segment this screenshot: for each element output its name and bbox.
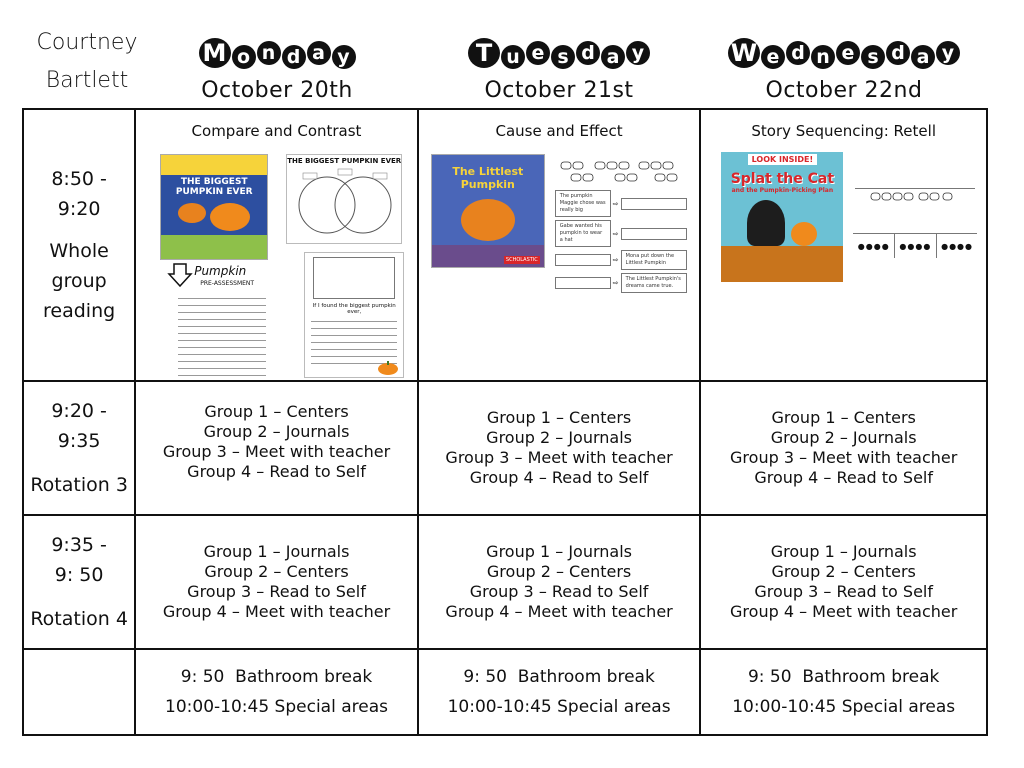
teacher-name xyxy=(22,24,152,100)
day-date: October 21st xyxy=(484,78,634,103)
time-cell-rotation-3 xyxy=(23,381,135,515)
day-name-letter: y xyxy=(626,41,650,65)
lesson-cell-tuesday xyxy=(418,109,701,381)
day-name-letter: e xyxy=(836,41,860,65)
day-name-letter: W xyxy=(728,38,760,68)
day-name-letter: a xyxy=(601,45,625,69)
book-cover-biggest-pumpkin xyxy=(160,154,268,260)
group-assignment: Group 4 – Read to Self xyxy=(187,462,366,481)
rotation-4-wednesday xyxy=(700,515,987,649)
day-name-letter: n xyxy=(257,41,281,65)
day-name-letter: u xyxy=(501,45,525,69)
time-end: 9: 50 xyxy=(54,564,104,586)
day-name-letter: d xyxy=(576,41,600,65)
day-name-letter: e xyxy=(761,45,785,69)
lesson-title: Cause and Effect xyxy=(495,122,623,140)
pre-assessment-sheet xyxy=(166,262,276,380)
day-name-letter: n xyxy=(811,45,835,69)
publisher-label: SCHOLASTIC xyxy=(505,257,538,263)
book-cover-title: The Littlest Pumpkin xyxy=(452,165,524,191)
footer-line: 9: 50 Bathroom break xyxy=(180,667,373,687)
time-start: 9:20 - xyxy=(51,400,107,422)
footer-line: 9: 50 Bathroom break xyxy=(463,667,655,687)
day-header-wednesday xyxy=(700,36,988,103)
group-assignment: Group 3 – Read to Self xyxy=(187,582,366,601)
footer-monday xyxy=(135,649,418,735)
block-label: Rotation 3 xyxy=(30,474,128,496)
book-cover-subtitle: and the Pumpkin-Picking Plan xyxy=(731,187,834,194)
group-assignment: Group 4 – Read to Self xyxy=(754,468,934,487)
teacher-last-name: Bartlett xyxy=(45,68,129,93)
group-assignment: Group 2 – Centers xyxy=(771,562,916,581)
look-inside-badge: LOOK INSIDE! xyxy=(748,154,818,165)
group-assignment: Group 1 – Centers xyxy=(771,408,916,427)
sequencing-worksheet: ●●●● ●●●● ●●●● xyxy=(853,176,977,260)
group-assignment: Group 2 – Journals xyxy=(486,428,632,447)
footer-line: 10:00-10:45 Special areas xyxy=(447,697,671,717)
day-name-letter: a xyxy=(911,45,935,69)
group-assignment: Group 1 – Centers xyxy=(486,408,632,427)
day-name-letter: s xyxy=(551,45,575,69)
group-assignment: Group 3 – Read to Self xyxy=(469,582,649,601)
group-assignment: Group 4 – Meet with teacher xyxy=(445,602,673,621)
group-assignment: Group 1 – Journals xyxy=(486,542,632,561)
group-assignment: Group 4 – Meet with teacher xyxy=(162,602,391,621)
lesson-cell-monday xyxy=(135,109,418,381)
row-footer xyxy=(23,649,987,735)
sheet-line: The pumpkin Maggie chose was really big xyxy=(555,190,611,217)
day-header-tuesday xyxy=(418,36,700,103)
writing-prompt-sheet xyxy=(304,252,404,378)
row-rotation-4 xyxy=(23,515,987,649)
rotation-4-monday xyxy=(135,515,418,649)
group-assignment: Group 4 – Read to Self xyxy=(469,468,649,487)
group-assignment: Group 3 – Meet with teacher xyxy=(730,448,958,467)
teacher-first-name: Courtney xyxy=(36,30,138,55)
lesson-title: Compare and Contrast xyxy=(191,122,362,140)
book-cover-splat-the-cat xyxy=(721,152,843,282)
day-header-monday xyxy=(136,36,418,103)
day-name-letter: e xyxy=(526,41,550,65)
day-name-letter: o xyxy=(232,45,256,69)
day-name-letter: M xyxy=(199,38,231,68)
rotation-3-monday xyxy=(135,381,418,515)
day-date: October 20th xyxy=(201,78,353,103)
day-name-letter: d xyxy=(282,45,306,69)
group-assignment: Group 2 – Journals xyxy=(770,428,917,447)
group-assignment: Group 1 – Centers xyxy=(204,402,349,421)
footer-tuesday xyxy=(418,649,701,735)
group-assignment: Group 2 – Centers xyxy=(486,562,632,581)
day-name-letter: a xyxy=(307,41,331,65)
group-assignment: Group 1 – Journals xyxy=(203,542,350,561)
time-cell-rotation-4 xyxy=(23,515,135,649)
group-assignment: Group 4 – Meet with teacher xyxy=(730,602,958,621)
group-assignment: Group 3 – Read to Self xyxy=(754,582,934,601)
arrow-down-icon xyxy=(168,262,192,288)
time-end: 9:35 xyxy=(57,430,101,452)
block-label: reading xyxy=(43,300,116,322)
worksheet-title: THE BIGGEST PUMPKIN EVER xyxy=(287,157,402,165)
day-name-letter: s xyxy=(861,45,885,69)
block-label: group xyxy=(51,270,107,292)
day-name xyxy=(136,36,418,70)
footer-line: 9: 50 Bathroom break xyxy=(747,667,940,687)
block-label: Whole xyxy=(49,240,109,262)
day-name-letter: d xyxy=(886,41,910,65)
book-cover-title: Splat the Cat xyxy=(730,171,835,187)
lesson-title: Story Sequencing: Retell xyxy=(751,122,936,140)
rotation-3-tuesday xyxy=(418,381,701,515)
group-assignment: Group 2 – Journals xyxy=(203,422,350,441)
pumpkin-row-icon xyxy=(853,189,977,209)
time-start: 9:35 - xyxy=(51,534,107,556)
day-name-letter: y xyxy=(936,41,960,65)
pumpkin-row-icon xyxy=(555,156,689,186)
day-name-letter: d xyxy=(786,41,810,65)
row-rotation-3 xyxy=(23,381,987,515)
block-label: Rotation 4 xyxy=(30,608,128,630)
assessment-title: Pumpkin xyxy=(194,264,247,278)
row-whole-group xyxy=(23,109,987,381)
footer-line: 10:00-10:45 Special areas xyxy=(732,697,956,717)
pumpkin-icon xyxy=(377,361,399,375)
day-name xyxy=(418,36,700,70)
rotation-4-tuesday xyxy=(418,515,701,649)
group-assignment: Group 1 – Journals xyxy=(770,542,917,561)
day-date: October 22nd xyxy=(765,78,923,103)
venn-diagram xyxy=(287,165,403,239)
assessment-subtitle: PRE-ASSESSMENT xyxy=(200,280,255,287)
sheet-line: Mona put down the Littlest Pumpkin xyxy=(621,250,687,270)
rotation-3-wednesday xyxy=(700,381,987,515)
book-cover-title: THE BIGGEST PUMPKIN EVER xyxy=(175,177,253,197)
time-cell-footer xyxy=(23,649,135,735)
cause-effect-worksheet: The pumpkin Maggie chose was really big ⇨ Gabe wanted his pumpkin to wear a hat ⇨ ⇨ Mona put down the Littlest Pumpkin ⇨ The Littlest Pumpkin's dreams came true. xyxy=(555,156,689,270)
time-start: 8:50 - xyxy=(51,168,107,190)
lesson-plan-table xyxy=(22,108,988,736)
sheet-line: The Littlest Pumpkin's dreams came true. xyxy=(621,273,687,293)
day-name-letter: y xyxy=(332,45,356,69)
book-cover-littlest-pumpkin xyxy=(431,154,545,268)
lesson-cell-wednesday xyxy=(700,109,987,381)
footer-line: 10:00-10:45 Special areas xyxy=(165,697,388,717)
sheet-line: Gabe wanted his pumpkin to wear a hat xyxy=(555,220,611,247)
time-end: 9:20 xyxy=(57,198,101,220)
footer-wednesday xyxy=(700,649,987,735)
writing-prompt: If I found the biggest pumpkin ever, xyxy=(312,303,396,315)
day-name-letter: T xyxy=(468,38,500,68)
day-name xyxy=(700,36,988,70)
time-cell-whole-group xyxy=(23,109,135,381)
group-assignment: Group 2 – Centers xyxy=(204,562,349,581)
venn-worksheet xyxy=(286,154,402,244)
group-assignment: Group 3 – Meet with teacher xyxy=(445,448,673,467)
group-assignment: Group 3 – Meet with teacher xyxy=(162,442,391,461)
